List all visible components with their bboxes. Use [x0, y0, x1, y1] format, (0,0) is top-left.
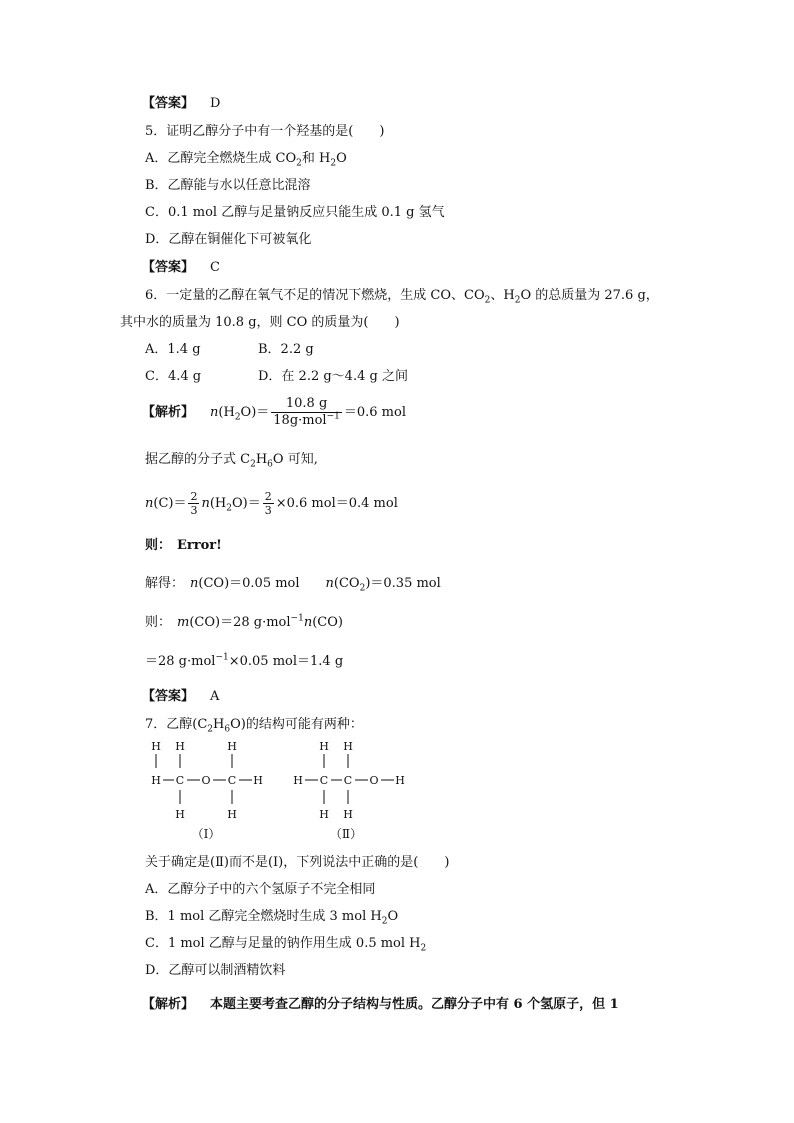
q4-answer-line [142, 95, 220, 113]
atom-h: H [253, 774, 263, 787]
q6-option-b: B．2.2 g [258, 342, 314, 357]
q6-option-a: A．1.4 g [145, 342, 201, 357]
q6-eq2: n(C)＝ $\frac{2}{3}$ $n(H_2O)=$ $\frac{2}{3}$ ×0.6 mol＝0.4 mol [145, 490, 398, 517]
atom-h: H [175, 740, 185, 753]
q6-then-error: 则： Error! [145, 538, 222, 553]
q7-analysis-tag: 【解析】 [142, 997, 195, 1012]
q5-answer: C [210, 260, 220, 275]
atom-h: H [151, 740, 161, 753]
q4-answer-tag: 【答案】 [142, 96, 195, 111]
atom-h: H [395, 774, 405, 787]
atom-c: C [175, 774, 185, 787]
error-text: Error! [177, 538, 222, 553]
q5-option-a: A．乙醇完全燃烧生成 $CO_2$和 $H_2O$ [145, 151, 347, 169]
q5-answer-line [142, 259, 220, 277]
atom-o: O [369, 774, 379, 787]
atom-h: H [319, 808, 329, 821]
atom-o: O [201, 774, 211, 787]
q7-analysis-line [142, 996, 619, 1014]
q7-option-d: D．乙醇可以制酒精饮料 [145, 963, 286, 978]
structure-1 [151, 740, 263, 841]
q7-stem: 7．乙醇$(C_2H_6O)$的结构可能有两种： [145, 717, 363, 735]
atom-h: H [227, 808, 237, 821]
atom-c: C [227, 774, 237, 787]
atom-h: H [151, 774, 161, 787]
q6-stem-line1: 6．一定量的乙醇在氧气不足的情况下燃烧，生成 CO、$CO_2$、$H_2O$ 的总质量为 27.6 g， [145, 288, 659, 306]
atom-h: H [319, 740, 329, 753]
q5-stem: 5．证明乙醇分子中有一个羟基的是( ) [145, 124, 385, 139]
q6-answer: A [210, 689, 220, 704]
atom-h: H [175, 808, 185, 821]
q7-option-a: A．乙醇分子中的六个氢原子不完全相同 [145, 882, 376, 897]
structure-label-2: （Ⅱ） [329, 827, 363, 841]
atom-h: H [227, 740, 237, 753]
q6-then-line: 则： m(CO)＝28 g·mol$^{-1}$n(CO) [145, 613, 343, 630]
atom-c: C [343, 774, 353, 787]
q6-analysis-tag: 【解析】 [142, 405, 195, 420]
q6-formula-line: 据乙醇的分子式 $C_2H_6O$ 可知, [145, 452, 318, 470]
atom-h: H [343, 808, 353, 821]
q5-option-b: B．乙醇能与水以任意比混溶 [145, 178, 311, 193]
q4-answer: D [210, 96, 221, 111]
fraction: $\frac{2}{3}$ [190, 490, 198, 517]
atom-h: H [293, 774, 303, 787]
q6-option-d: D．在 2.2 g～4.4 g 之间 [258, 369, 408, 384]
fraction: $\frac{10.8 g}{18g\cdot mol^{-1}}$ [273, 396, 340, 428]
q6-final-line: ＝28 g·mol$^{-1}$×0.05 mol＝1.4 g [145, 652, 344, 669]
q6-stem-line2: 其中水的质量为 10.8 g，则 CO 的质量为( ) [120, 315, 400, 330]
q7-question: 关于确定是(Ⅱ)而不是(Ⅰ)，下列说法中正确的是( ) [145, 855, 450, 870]
q5-answer-tag: 【答案】 [142, 260, 195, 275]
atom-h: H [343, 740, 353, 753]
structure-2 [293, 740, 405, 841]
atom-c: C [319, 774, 329, 787]
q5-option-d: D．乙醇在铜催化下可被氧化 [145, 232, 312, 247]
q7-option-b: B．1 mol 乙醇完全燃烧时生成 3 mol $H_2O$ [145, 909, 399, 927]
structure-label-1: （Ⅰ） [191, 827, 221, 841]
q6-analysis-eq1: 【解析】 $n(H_2O)=$ $\frac{10.8 g}{18g\cdot mol^{-1}}$ ＝0.6 mol [142, 396, 406, 428]
q7-analysis-text: 本题主要考查乙醇的分子结构与性质。乙醇分子中有 6 个氢原子，但 1 [210, 997, 619, 1012]
q5-option-c: C．0.1 mol 乙醇与足量钠反应只能生成 0.1 g 氢气 [145, 205, 445, 220]
q7-option-c: C．1 mol 乙醇与足量的钠作用生成 0.5 mol $H_2$ [145, 936, 427, 954]
fraction: $\frac{2}{3}$ [264, 490, 272, 517]
q6-answer-tag: 【答案】 [142, 689, 195, 704]
q6-solve-line: 解得： n(CO)＝0.05 mol $n(CO_2)=0.35$ mol [145, 576, 441, 594]
structural-formulas [140, 738, 420, 844]
q6-option-c: C．4.4 g [145, 369, 202, 384]
q6-answer-line [142, 688, 219, 706]
